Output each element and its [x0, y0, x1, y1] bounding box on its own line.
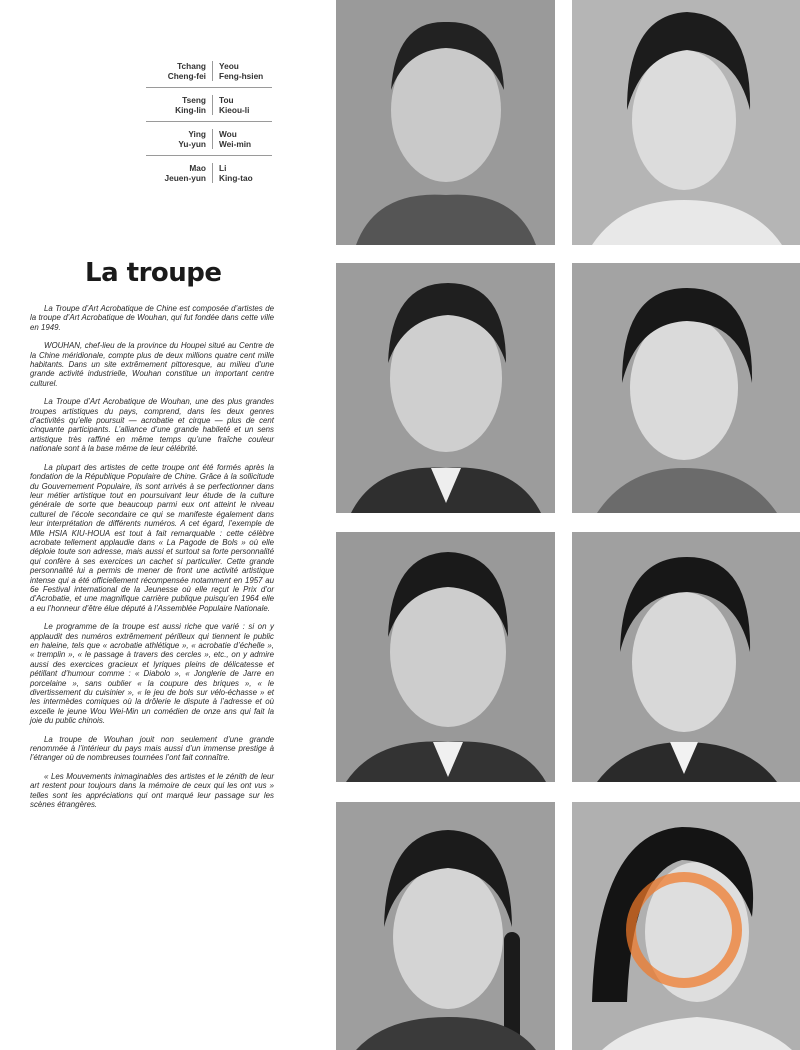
cast-name: Li King-tao [219, 163, 253, 183]
cast-row [146, 87, 272, 121]
cast-row [146, 53, 272, 87]
cast-name: Tchang Cheng-fei [167, 61, 206, 81]
cast-row [146, 155, 272, 189]
watermark-stamp [626, 872, 742, 988]
portrait-photo [336, 532, 555, 782]
cast-name: Tseng King-lin [175, 95, 206, 115]
portrait-photo [572, 532, 800, 782]
portrait-photo [572, 0, 800, 245]
cast-list [146, 53, 272, 189]
cast-name: Tou Kieou-li [219, 95, 250, 115]
paragraph: WOUHAN, chef-lieu de la province du Houpei situé au Centre de la Chine méridionale, compte plus de deux millions quatre cent mille habitants. Dans un site extrêmement pittoresque, au milieu d’une grande activité industrielle, Wouhan constitue un important centre culturel. [30, 341, 274, 388]
portrait-photo [572, 263, 800, 513]
cast-name: Yeou Feng-hsien [219, 61, 264, 81]
cast-name: Ying Yu-yun [178, 129, 206, 149]
cast-name: Mao Jeuen-yun [164, 163, 206, 183]
paragraph: La troupe de Wouhan jouit non seulement d’une grande renommée à l’intérieur du pays mais aussi d’un immense prestige à l’étranger où de nombreuses tournées l’ont fait connaître. [30, 734, 274, 763]
cast-row [146, 121, 272, 155]
paragraph: Le programme de la troupe est aussi riche que varié : si on y applaudit des numéros extrêmement périlleux qui tiennent le public en haleine, tels que « acrobatie athlétique », « acrobatie d’échelle », « tremplin », « le passage à travers des cercles », etc., on y admire aussi des exercices gracieux et lyriques pleins de délicatesse et pétillant d’humour comme : « Diabolo », « Jonglerie de Jarre en porcelaine », sans oublier « la coupure des briques », « le divertissement du cuisinier », « le jeu de bols sur vélo-échasse » et les intermèdes comiques où la drôlerie le dispute à l’adresse et où excelle le jeune Wou Wei-Min un comédien de onze ans qui fait la joie du public chinois. [30, 622, 274, 726]
cast-name: Wou Wei-min [219, 129, 252, 149]
paragraph: La plupart des artistes de cette troupe ont été formés après la fondation de la République Populaire de Chine. Grâce à la sollicitude du Gouvernement Populaire, ils sont arrivés à se perfectionner dans leur métier artistique tout en poursuivant leur étude de la culture générale de sorte que beaucoup parmi eux ont atteint le niveau culturel de l’école secondaire ce qui se manifeste également dans leur interprétation de différents numéros. A cet égard, l’exemple de Mlle HSIA KIU-HOUA est tout à fait remarquable : cette célèbre acrobate tellement applaudie dans « La Pagode de Bols » où elle déploie toute son adresse, mais aussi et surtout sa forte personnalité qui confère à ses exercices un cachet si particulier. Cette grande personnalité lui a permis de mener de front une activité artistique intense qui a été officiellement récompensée notamment en 1957 au 6e Festival international de la Jeunesse où elle reçut le Prix d’or d’Acrobatie, et une magnifique carrière publique puisqu’en 1964 elle a eu l’honneur d’être élue député à l’Assemblée Populaire Nationale. [30, 462, 274, 613]
paragraph: La Troupe d’Art Acrobatique de Wouhan, une des plus grandes troupes artistiques du pays, comprend, dans les deux genres d’activités qu’elle poursuit — acrobatie et cirque — plus de cent cinquante participants. L’alliance d’une grande habileté et un sens artistique très raffiné en même temps qu’une fraîche couleur nationale sont à la base même de leur célébrité. [30, 397, 274, 454]
body-text [30, 304, 274, 819]
paragraph: « Les Mouvements inimaginables des artistes et le zénith de leur art restent pour toujours dans la mémoire de ceux qui les ont vus » telles sont les appréciations qui ont marqué leur passage sur les scènes étrangères. [30, 771, 274, 810]
portrait-photo [336, 263, 555, 513]
paragraph: La Troupe d’Art Acrobatique de Chine est composée d’artistes de la troupe d’Art Acrobatique de Wouhan, qui fut fondée dans cette ville en 1949. [30, 304, 274, 332]
portrait-photo [336, 802, 555, 1050]
portrait-photo [336, 0, 555, 245]
section-heading: La troupe [85, 258, 222, 288]
